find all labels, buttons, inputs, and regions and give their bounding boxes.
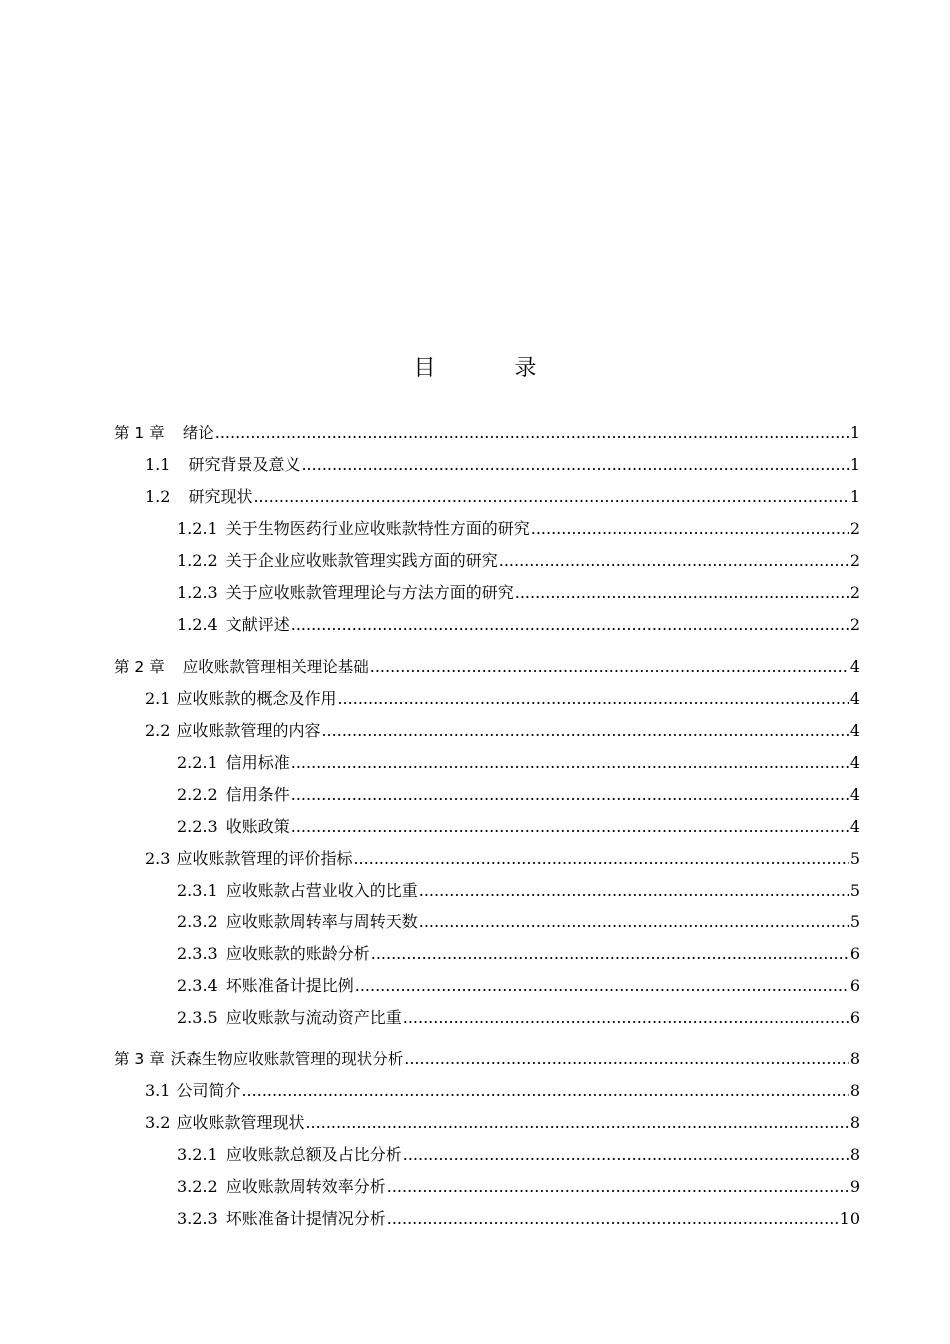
toc-entry-page: 6 <box>849 944 860 963</box>
dot-leader <box>291 782 849 808</box>
toc-entry-3-2-1[interactable] <box>177 1142 860 1168</box>
toc-entry-text: 研究现状 <box>188 487 253 506</box>
toc-entry-text: 应收账款的账龄分析 <box>225 944 370 963</box>
toc-entry-page: 5 <box>849 849 860 868</box>
toc-entry-1-2-1[interactable] <box>177 516 860 542</box>
toc-entry-number: 2.3.1 <box>177 881 218 900</box>
toc-entry-page: 1 <box>849 423 860 442</box>
dot-leader <box>370 654 849 680</box>
dot-leader <box>321 718 848 744</box>
toc-entry-number: 1.2.2 <box>177 551 218 570</box>
toc-entry-number: 3.2 <box>145 1113 171 1132</box>
toc-entry-2-3-1[interactable] <box>177 878 860 904</box>
toc-entry-text: 应收账款周转率与周转天数 <box>225 912 418 931</box>
toc-entry-3-2[interactable] <box>145 1110 860 1136</box>
toc-entry-2-3-4[interactable] <box>177 973 860 999</box>
dot-leader <box>403 1142 849 1168</box>
toc-entry-number: 第 2 章 <box>114 658 165 676</box>
toc-entry-number: 2.2.2 <box>177 785 218 804</box>
dot-leader <box>387 1174 849 1200</box>
toc-entry-chapter-2[interactable] <box>114 654 860 680</box>
toc-entry-1-2-4[interactable] <box>177 612 860 638</box>
toc-entry-text: 文献评述 <box>225 615 290 634</box>
toc-entry-number: 2.3.2 <box>177 912 218 931</box>
toc-entry-text: 公司简介 <box>176 1081 241 1100</box>
toc-entry-2-2-1[interactable] <box>177 750 860 776</box>
dot-leader <box>387 1206 839 1232</box>
dot-leader <box>353 846 848 872</box>
toc-title: 目 录 <box>413 356 573 381</box>
toc-entry-number: 2.3.4 <box>177 976 218 995</box>
toc-entry-page: 8 <box>849 1081 860 1100</box>
toc-entry-2-1[interactable] <box>145 686 860 712</box>
toc-entry-3-2-2[interactable] <box>177 1174 860 1200</box>
toc-entry-page: 1 <box>849 455 860 474</box>
toc-entry-text: 信用条件 <box>225 785 290 804</box>
toc-entry-2-2-3[interactable] <box>177 814 860 840</box>
toc-entry-text: 应收账款管理的内容 <box>176 721 321 740</box>
dot-leader <box>337 686 848 712</box>
toc-entry-text: 沃森生物应收账款管理的现状分析 <box>170 1050 404 1068</box>
toc-entry-2-3-5[interactable] <box>177 1005 860 1031</box>
toc-entry-number: 1.2 <box>145 487 171 506</box>
toc-entry-text: 应收账款管理现状 <box>176 1113 305 1132</box>
toc-entry-number: 3.2.3 <box>177 1209 218 1228</box>
toc-entry-3-2-3[interactable] <box>177 1206 860 1232</box>
toc-entry-2-3[interactable] <box>145 846 860 872</box>
dot-leader <box>404 1046 849 1072</box>
toc-entry-page: 2 <box>849 615 860 634</box>
toc-entry-page: 4 <box>849 753 860 772</box>
toc-entry-number: 1.1 <box>145 455 171 474</box>
toc-entry-text: 应收账款周转效率分析 <box>225 1177 386 1196</box>
dot-leader <box>515 580 849 606</box>
toc-entry-chapter-1[interactable] <box>114 420 860 446</box>
toc-entry-text: 坏账准备计提情况分析 <box>225 1209 386 1228</box>
dot-leader <box>531 516 849 542</box>
toc-entry-number: 1.2.1 <box>177 519 218 538</box>
dot-leader <box>301 452 848 478</box>
toc-entry-1-2-2[interactable] <box>177 548 860 574</box>
toc-entry-text: 应收账款与流动资产比重 <box>225 1008 402 1027</box>
toc-entry-page: 4 <box>849 657 860 676</box>
toc-entry-page: 4 <box>849 817 860 836</box>
toc-entry-1-2[interactable] <box>145 484 860 510</box>
toc-entry-number: 2.2 <box>145 721 171 740</box>
toc-entry-2-3-3[interactable] <box>177 941 860 967</box>
dot-leader <box>215 420 849 446</box>
toc-entry-page: 9 <box>849 1177 860 1196</box>
toc-entry-number: 第 1 章 <box>114 424 165 442</box>
toc-entry-page: 8 <box>849 1113 860 1132</box>
toc-entry-page: 8 <box>849 1145 860 1164</box>
toc-entry-number: 3.2.2 <box>177 1177 218 1196</box>
toc-entry-number: 第 3 章 <box>114 1050 165 1068</box>
dot-leader <box>419 878 849 904</box>
toc-entry-number: 3.1 <box>145 1081 171 1100</box>
toc-entry-number: 1.2.4 <box>177 615 218 634</box>
dot-leader <box>499 548 849 574</box>
toc-entry-text: 关于生物医药行业应收账款特性方面的研究 <box>225 519 530 538</box>
toc-entry-text: 绪论 <box>182 424 214 442</box>
toc-entry-page: 4 <box>849 689 860 708</box>
toc-entry-chapter-3[interactable] <box>114 1046 860 1072</box>
toc-entry-text: 应收账款管理的评价指标 <box>176 849 353 868</box>
toc-entry-page: 10 <box>839 1209 860 1228</box>
toc-entry-3-1[interactable] <box>145 1078 860 1104</box>
toc-entry-text: 研究背景及意义 <box>188 455 301 474</box>
dot-leader <box>291 750 849 776</box>
dot-leader <box>355 973 849 999</box>
toc-entry-2-2[interactable] <box>145 718 860 744</box>
toc-entry-1-1[interactable] <box>145 452 860 478</box>
toc-entry-page: 4 <box>849 785 860 804</box>
dot-leader <box>241 1078 848 1104</box>
toc-entry-text: 关于应收账款管理理论与方法方面的研究 <box>225 583 514 602</box>
toc-entry-text: 应收账款总额及占比分析 <box>225 1145 402 1164</box>
toc-entry-page: 1 <box>849 487 860 506</box>
toc-entry-number: 2.3.3 <box>177 944 218 963</box>
toc-entry-number: 2.2.1 <box>177 753 218 772</box>
toc-entry-text: 关于企业应收账款管理实践方面的研究 <box>225 551 498 570</box>
toc-entry-page: 2 <box>849 519 860 538</box>
toc-entry-text: 应收账款的概念及作用 <box>176 689 337 708</box>
dot-leader <box>291 814 849 840</box>
toc-entry-page: 2 <box>849 551 860 570</box>
dot-leader <box>419 909 849 935</box>
toc-entry-page: 8 <box>849 1049 860 1068</box>
toc-entry-text: 收账政策 <box>225 817 290 836</box>
toc-entry-number: 3.2.1 <box>177 1145 218 1164</box>
toc-entry-2-3-2[interactable] <box>177 909 860 935</box>
toc-entry-page: 5 <box>849 881 860 900</box>
toc-entry-number: 2.1 <box>145 689 171 708</box>
toc-entry-page: 6 <box>849 976 860 995</box>
toc-entry-number: 2.3 <box>145 849 171 868</box>
dot-leader <box>371 941 849 967</box>
toc-entry-1-2-3[interactable] <box>177 580 860 606</box>
toc-entry-text: 坏账准备计提比例 <box>225 976 354 995</box>
toc-entry-2-2-2[interactable] <box>177 782 860 808</box>
toc-entry-number: 1.2.3 <box>177 583 218 602</box>
dot-leader <box>403 1005 849 1031</box>
toc-entry-page: 2 <box>849 583 860 602</box>
toc-entry-number: 2.3.5 <box>177 1008 218 1027</box>
dot-leader <box>253 484 848 510</box>
toc-entry-text: 信用标准 <box>225 753 290 772</box>
toc-entry-page: 4 <box>849 721 860 740</box>
toc-entry-page: 5 <box>849 912 860 931</box>
toc-entry-number: 2.2.3 <box>177 817 218 836</box>
toc-entry-text: 应收账款管理相关理论基础 <box>182 658 369 676</box>
dot-leader <box>305 1110 848 1136</box>
toc-entry-text: 应收账款占营业收入的比重 <box>225 881 418 900</box>
toc-entry-page: 6 <box>849 1008 860 1027</box>
dot-leader <box>291 612 849 638</box>
